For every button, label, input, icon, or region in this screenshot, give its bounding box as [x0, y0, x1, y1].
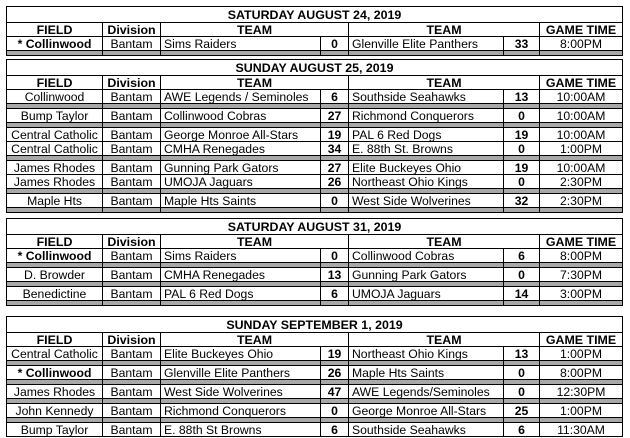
team1-cell: Richmond Conquerors: [161, 404, 321, 418]
field-cell: Benedictine: [7, 287, 103, 301]
field-cell: * Collinwood: [7, 249, 103, 263]
header-team-1: TEAM: [161, 23, 349, 37]
division-cell: Bantam: [103, 385, 161, 399]
division-cell: Bantam: [103, 90, 161, 104]
game-time-cell: 10:00AM: [540, 109, 623, 123]
schedule-block: [6, 218, 622, 306]
team2-cell: PAL 6 Red Dogs: [349, 128, 504, 142]
field-cell: Central Catholic: [7, 142, 103, 156]
team1-cell: Elite Buckeyes Ohio: [161, 347, 321, 361]
schedule-block: [6, 6, 622, 56]
game-row: [7, 175, 623, 189]
game-row: [7, 404, 623, 418]
team1-cell: E. 88th St Browns: [161, 423, 321, 437]
field-cell: Collinwood: [7, 90, 103, 104]
header-game-time: GAME TIME: [540, 76, 623, 90]
game-time-cell: 10:00AM: [540, 161, 623, 175]
header-field: FIELD: [7, 23, 103, 37]
team2-cell: West Side Wolverines: [349, 194, 504, 208]
score2-cell: 13: [504, 90, 540, 104]
score1-cell: 26: [321, 366, 349, 380]
score2-cell: 6: [504, 423, 540, 437]
score2-cell: 6: [504, 249, 540, 263]
division-cell: Bantam: [103, 128, 161, 142]
team1-cell: Gunning Park Gators: [161, 161, 321, 175]
field-cell: Maple Hts: [7, 194, 103, 208]
game-row: [7, 37, 623, 51]
division-cell: Bantam: [103, 194, 161, 208]
game-time-cell: 1:00PM: [540, 347, 623, 361]
field-cell: * Collinwood: [7, 37, 103, 51]
header-division: Division: [103, 333, 161, 347]
team1-cell: AWE Legends / Seminoles: [161, 90, 321, 104]
team1-cell: CMHA Renegades: [161, 142, 321, 156]
division-cell: Bantam: [103, 142, 161, 156]
team2-cell: UMOJA Jaguars: [349, 287, 504, 301]
game-time-cell: 8:00PM: [540, 249, 623, 263]
header-game-time: GAME TIME: [540, 23, 623, 37]
team2-cell: Maple Hts Saints: [349, 366, 504, 380]
header-division: Division: [103, 76, 161, 90]
game-row: [7, 90, 623, 104]
game-time-cell: 12:30PM: [540, 385, 623, 399]
game-time-cell: 2:30PM: [540, 175, 623, 189]
team2-cell: Northeast Ohio Kings: [349, 175, 504, 189]
header-field: FIELD: [7, 333, 103, 347]
team2-cell: Collinwood Cobras: [349, 249, 504, 263]
game-time-cell: 2:30PM: [540, 194, 623, 208]
division-cell: Bantam: [103, 347, 161, 361]
team2-cell: Southside Seahawks: [349, 90, 504, 104]
score2-cell: 0: [504, 175, 540, 189]
team2-cell: Glenville Elite Panthers: [349, 37, 504, 51]
header-team-1: TEAM: [161, 235, 349, 249]
division-cell: Bantam: [103, 423, 161, 437]
field-cell: Bump Taylor: [7, 109, 103, 123]
score2-cell: 32: [504, 194, 540, 208]
team1-cell: Collinwood Cobras: [161, 109, 321, 123]
game-time-cell: 1:00PM: [540, 142, 623, 156]
game-row: [7, 194, 623, 208]
column-header-row: [7, 333, 623, 347]
score1-cell: 6: [321, 287, 349, 301]
score2-cell: 0: [504, 109, 540, 123]
date-title: SUNDAY AUGUST 25, 2019: [7, 60, 623, 76]
score2-cell: 0: [504, 366, 540, 380]
game-row: [7, 423, 623, 437]
team1-cell: CMHA Renegades: [161, 268, 321, 282]
schedule-table: [6, 218, 623, 306]
score1-cell: 0: [321, 37, 349, 51]
score2-cell: 19: [504, 161, 540, 175]
score2-cell: 33: [504, 37, 540, 51]
schedule-table: [6, 59, 623, 213]
score1-cell: 34: [321, 142, 349, 156]
header-game-time: GAME TIME: [540, 235, 623, 249]
team2-cell: AWE Legends/Seminoles: [349, 385, 504, 399]
game-time-cell: 8:00PM: [540, 366, 623, 380]
row-separator: [7, 301, 623, 306]
schedule-table: [6, 6, 623, 56]
game-time-cell: 8:00PM: [540, 37, 623, 51]
game-time-cell: 10:00AM: [540, 128, 623, 142]
field-cell: James Rhodes: [7, 161, 103, 175]
score2-cell: 0: [504, 385, 540, 399]
game-row: [7, 128, 623, 142]
team1-cell: Glenville Elite Panthers: [161, 366, 321, 380]
score2-cell: 14: [504, 287, 540, 301]
field-cell: James Rhodes: [7, 175, 103, 189]
game-row: [7, 347, 623, 361]
row-separator: [7, 208, 623, 213]
game-row: [7, 161, 623, 175]
schedule-block: [6, 316, 622, 437]
field-cell: Central Catholic: [7, 128, 103, 142]
column-header-row: [7, 235, 623, 249]
division-cell: Bantam: [103, 37, 161, 51]
game-row: [7, 366, 623, 380]
team2-cell: E. 88th St. Browns: [349, 142, 504, 156]
team2-cell: Southside Seahawks: [349, 423, 504, 437]
score1-cell: 47: [321, 385, 349, 399]
score2-cell: 19: [504, 128, 540, 142]
header-team-1: TEAM: [161, 333, 349, 347]
game-row: [7, 142, 623, 156]
header-division: Division: [103, 23, 161, 37]
division-cell: Bantam: [103, 404, 161, 418]
team1-cell: PAL 6 Red Dogs: [161, 287, 321, 301]
schedule-table: [6, 316, 623, 437]
field-cell: John Kennedy: [7, 404, 103, 418]
game-time-cell: 11:30AM: [540, 423, 623, 437]
division-cell: Bantam: [103, 161, 161, 175]
score1-cell: 19: [321, 128, 349, 142]
date-title: SATURDAY AUGUST 24, 2019: [7, 7, 623, 23]
schedule-block: [6, 59, 622, 213]
team2-cell: Elite Buckeyes Ohio: [349, 161, 504, 175]
score2-cell: 13: [504, 347, 540, 361]
score1-cell: 13: [321, 268, 349, 282]
field-cell: * Collinwood: [7, 366, 103, 380]
score1-cell: 6: [321, 423, 349, 437]
field-cell: Bump Taylor: [7, 423, 103, 437]
division-cell: Bantam: [103, 287, 161, 301]
header-division: Division: [103, 235, 161, 249]
game-row: [7, 268, 623, 282]
header-team-2: TEAM: [349, 333, 540, 347]
game-time-cell: 1:00PM: [540, 404, 623, 418]
score1-cell: 0: [321, 249, 349, 263]
score1-cell: 26: [321, 175, 349, 189]
game-time-cell: 7:30PM: [540, 268, 623, 282]
game-row: [7, 109, 623, 123]
division-cell: Bantam: [103, 249, 161, 263]
date-title: SUNDAY SEPTEMBER 1, 2019: [7, 317, 623, 333]
team1-cell: Sims Raiders: [161, 249, 321, 263]
score1-cell: 0: [321, 404, 349, 418]
team2-cell: Northeast Ohio Kings: [349, 347, 504, 361]
date-title: SATURDAY AUGUST 31, 2019: [7, 219, 623, 235]
header-team-2: TEAM: [349, 76, 540, 90]
score2-cell: 0: [504, 268, 540, 282]
header-field: FIELD: [7, 235, 103, 249]
header-field: FIELD: [7, 76, 103, 90]
score2-cell: 0: [504, 142, 540, 156]
team2-cell: Gunning Park Gators: [349, 268, 504, 282]
header-game-time: GAME TIME: [540, 333, 623, 347]
division-cell: Bantam: [103, 109, 161, 123]
team1-cell: Sims Raiders: [161, 37, 321, 51]
game-row: [7, 385, 623, 399]
field-cell: Central Catholic: [7, 347, 103, 361]
header-team-2: TEAM: [349, 23, 540, 37]
score1-cell: 6: [321, 90, 349, 104]
score1-cell: 27: [321, 161, 349, 175]
row-separator: [7, 51, 623, 56]
division-cell: Bantam: [103, 268, 161, 282]
score1-cell: 0: [321, 194, 349, 208]
score2-cell: 25: [504, 404, 540, 418]
column-header-row: [7, 76, 623, 90]
score1-cell: 19: [321, 347, 349, 361]
team1-cell: Maple Hts Saints: [161, 194, 321, 208]
header-team-1: TEAM: [161, 76, 349, 90]
game-row: [7, 287, 623, 301]
game-time-cell: 10:00AM: [540, 90, 623, 104]
field-cell: James Rhodes: [7, 385, 103, 399]
game-row: [7, 249, 623, 263]
team1-cell: UMOJA Jaguars: [161, 175, 321, 189]
column-header-row: [7, 23, 623, 37]
field-cell: D. Browder: [7, 268, 103, 282]
team1-cell: West Side Wolverines: [161, 385, 321, 399]
team2-cell: George Monroe All-Stars: [349, 404, 504, 418]
team1-cell: George Monroe All-Stars: [161, 128, 321, 142]
score1-cell: 27: [321, 109, 349, 123]
division-cell: Bantam: [103, 366, 161, 380]
team2-cell: Richmond Conquerors: [349, 109, 504, 123]
game-time-cell: 3:00PM: [540, 287, 623, 301]
division-cell: Bantam: [103, 175, 161, 189]
header-team-2: TEAM: [349, 235, 540, 249]
